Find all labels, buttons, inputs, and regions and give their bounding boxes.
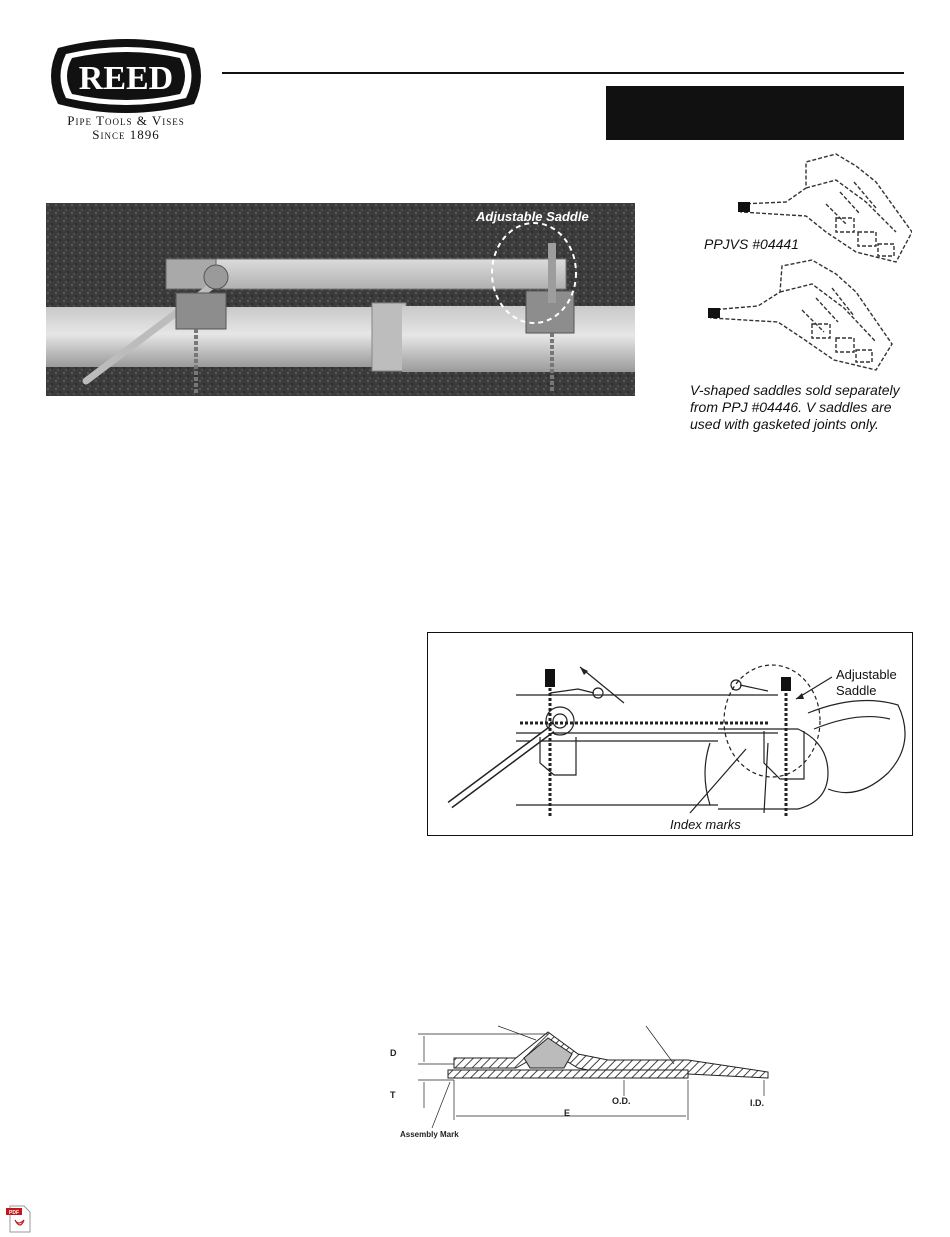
pdf-icon-text: PDF bbox=[9, 1210, 19, 1216]
caption-line-2: from PPJ #04446. V saddles are bbox=[690, 399, 892, 415]
assembly-mark-label: Assembly Mark bbox=[400, 1130, 459, 1139]
saddle-label-line-2: Saddle bbox=[836, 683, 877, 698]
dimension-e-label: E bbox=[564, 1108, 571, 1118]
header-title-block bbox=[606, 86, 904, 140]
ppjvs-label: PPJVS #04441 bbox=[704, 236, 799, 252]
dimension-d-label: D bbox=[390, 1048, 397, 1058]
joint-cross-section bbox=[388, 1024, 780, 1148]
logo-tagline-1: Pipe Tools & Vises bbox=[67, 113, 185, 128]
photo-adjustable-saddle-label: Adjustable Saddle bbox=[476, 209, 589, 224]
diagram-adjustable-saddle-label bbox=[836, 667, 897, 699]
index-marks-label: Index marks bbox=[670, 817, 741, 832]
product-photo bbox=[46, 203, 635, 396]
dimension-id-label: I.D. bbox=[750, 1098, 765, 1108]
logo-brand-text: REED bbox=[78, 60, 174, 97]
reed-logo bbox=[48, 36, 204, 146]
saddle-label-line-1: Adjustable bbox=[836, 667, 897, 682]
v-saddle-caption bbox=[690, 382, 920, 433]
caption-line-1: V-shaped saddles sold separately bbox=[690, 382, 900, 398]
dimension-od-label: O.D. bbox=[612, 1096, 631, 1106]
header-rule bbox=[222, 72, 904, 74]
dimension-t-label: T bbox=[390, 1090, 396, 1100]
v-saddle-sketch-bottom bbox=[706, 258, 896, 372]
photo-illustration bbox=[46, 203, 635, 396]
reed-logo-badge bbox=[48, 36, 204, 116]
diagram-illustration bbox=[428, 633, 914, 837]
v-saddle-sketch-top bbox=[736, 152, 912, 270]
pdf-icon[interactable] bbox=[4, 1204, 32, 1234]
logo-tagline-2: Since 1896 bbox=[92, 127, 160, 142]
caption-line-3: used with gasketed joints only. bbox=[690, 416, 879, 432]
joint-puller-diagram bbox=[427, 632, 913, 836]
